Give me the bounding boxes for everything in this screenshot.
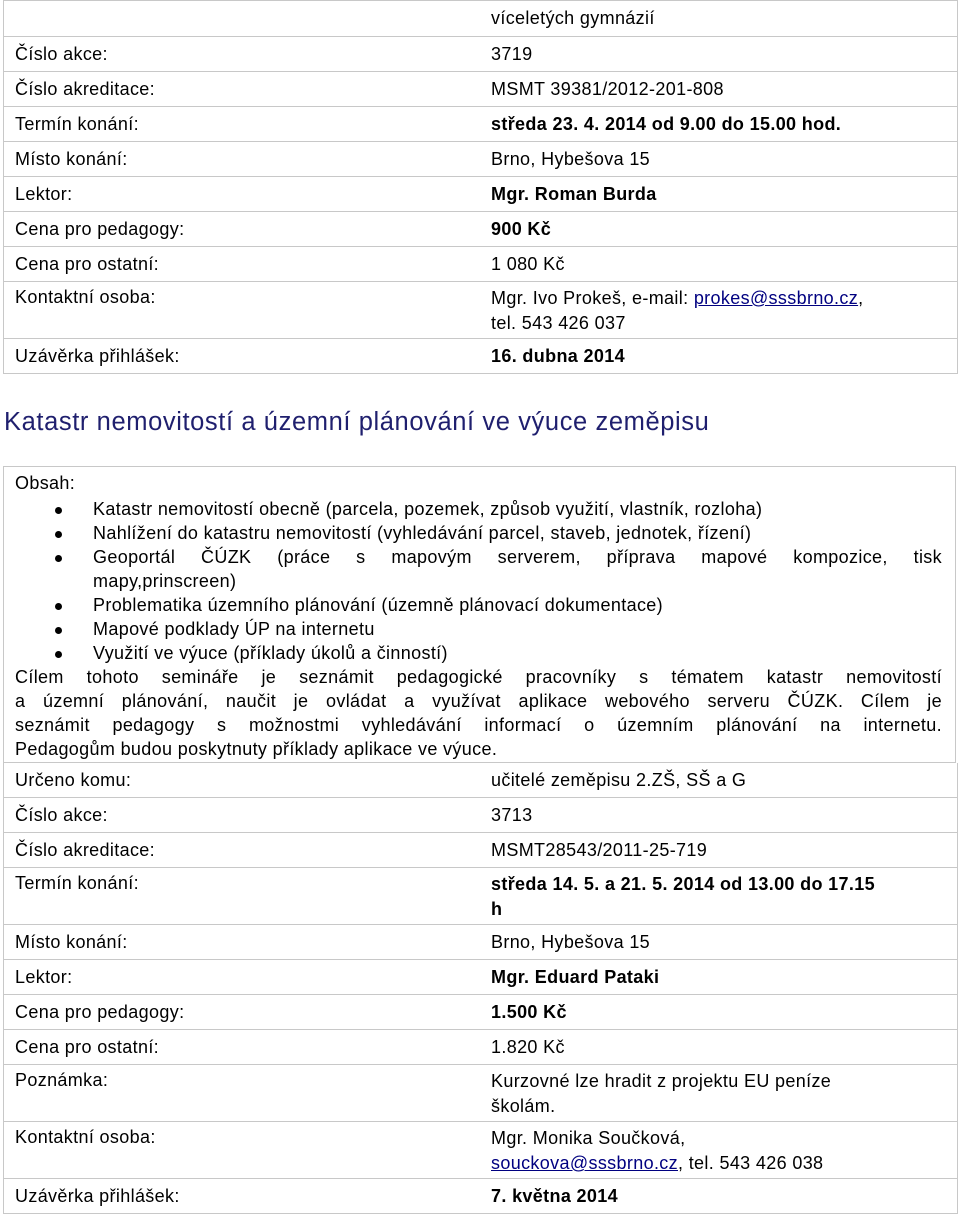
table-row: [4, 1179, 957, 1214]
table-row: [4, 107, 957, 142]
list-item: Katastr nemovitostí obecně (parcela, pozemek, způsob využití, vlastník, rozloha): [15, 497, 942, 521]
contact-line-2: tel. 543 426 037: [491, 313, 626, 333]
contact-value: [479, 1122, 957, 1178]
row-value: Brno, Hybešova 15: [491, 148, 651, 169]
course-table-1: [3, 0, 958, 374]
list-item-line: Geoportál ČÚZK (práce s mapovým serverem, příprava mapové kompozice, tisk: [93, 547, 942, 567]
note-line-1: Kurzovné lze hradit z projektu EU peníze: [491, 1071, 832, 1091]
email-link[interactable]: souckova@sssbrno.cz: [491, 1153, 678, 1173]
row-label: Číslo akce:: [15, 804, 108, 825]
list-item: Nahlížení do katastru nemovitostí (vyhledávání parcel, staveb, jednotek, řízení): [15, 521, 942, 545]
row-value: Mgr. Roman Burda: [491, 183, 657, 204]
list-item-continuation: mapy,prinscreen): [93, 571, 237, 591]
row-label: Termín konání:: [15, 113, 139, 134]
row-value: 16. dubna 2014: [491, 345, 625, 366]
list-item: Využití ve výuce (příklady úkolů a činností): [15, 641, 942, 665]
course-table-2: [3, 763, 958, 1214]
term-value: [479, 868, 957, 924]
paragraph-line: Pedagogům budou poskytnuty příklady aplikace ve výuce.: [15, 739, 498, 759]
table-row: [4, 339, 957, 374]
row-label: Uzávěrka přihlášek:: [15, 345, 180, 366]
table-row: [4, 1, 957, 37]
table-row: [4, 925, 957, 960]
row-label: Číslo akce:: [15, 43, 108, 64]
table-row: [4, 37, 957, 72]
row-label: Místo konání:: [15, 148, 128, 169]
row-label: Uzávěrka přihlášek:: [15, 1185, 180, 1206]
contact-separator: ,: [858, 288, 864, 308]
contact-line-1: Mgr. Monika Součková,: [491, 1128, 686, 1148]
list-item: Mapové podklady ÚP na internetu: [15, 617, 942, 641]
term-line-2: h: [491, 899, 503, 919]
table-row: [4, 1030, 957, 1065]
row-value: 1.820 Kč: [491, 1036, 565, 1057]
contact-line-2: [491, 1151, 823, 1176]
row-label: Číslo akreditace:: [15, 839, 156, 860]
table-row: [4, 1122, 957, 1179]
row-label: Lektor:: [15, 966, 73, 987]
content-heading: Obsah:: [15, 473, 76, 493]
table-row: [4, 798, 957, 833]
table-row: [4, 763, 957, 798]
table-row: [4, 1065, 957, 1122]
row-label: Kontaktní osoba:: [15, 1127, 156, 1147]
row-value: 900 Kč: [491, 218, 552, 239]
note-line-2: školám.: [491, 1096, 556, 1116]
contact-line-1: [491, 286, 863, 311]
row-value: 3713: [491, 804, 533, 825]
course-content: [3, 466, 956, 763]
row-value: středa 23. 4. 2014 od 9.00 do 15.00 hod.: [491, 113, 842, 134]
row-value: MSMT28543/2011-25-719: [491, 839, 708, 860]
table-row: [4, 960, 957, 995]
list-item: [15, 545, 942, 593]
contact-prefix: Mgr. Ivo Prokeš, e-mail:: [491, 288, 694, 308]
row-label: Číslo akreditace:: [15, 78, 156, 99]
table-row: [4, 177, 957, 212]
row-value: 1.500 Kč: [491, 1001, 567, 1022]
table-row: [4, 212, 957, 247]
table-row: [4, 868, 957, 925]
course-title: Katastr nemovitostí a územní plánování ve výuce zeměpisu: [4, 408, 710, 436]
row-label: [4, 1, 479, 36]
list-item: Problematika územního plánování (územně plánovací dokumentace): [15, 593, 942, 617]
email-link[interactable]: prokes@sssbrno.cz: [693, 288, 859, 308]
row-label: Poznámka:: [15, 1070, 109, 1090]
row-label: Cena pro pedagogy:: [15, 1001, 185, 1022]
row-value: Mgr. Eduard Pataki: [491, 966, 660, 987]
note-value: [479, 1065, 957, 1121]
row-value: učitelé zeměpisu 2.ZŠ, SŠ a G: [491, 769, 747, 790]
row-value: víceletých gymnázií: [491, 8, 655, 28]
row-label: Cena pro pedagogy:: [15, 218, 185, 239]
row-label: Lektor:: [15, 183, 73, 204]
table-row: [4, 142, 957, 177]
row-label: Kontaktní osoba:: [15, 287, 156, 307]
paragraph-line: Cílem tohoto semináře je seznámit pedagogické pracovníky s tématem katastr nemovitostí: [15, 667, 942, 687]
paragraph-line: seznámit pedagogy s možnostmi vyhledávání informací o územním plánování na internetu.: [15, 715, 942, 735]
table-row: [4, 995, 957, 1030]
row-label: Termín konání:: [15, 873, 139, 893]
row-value: Brno, Hybešova 15: [491, 931, 651, 952]
table-row: [4, 247, 957, 282]
row-value: MSMT 39381/2012-201-808: [491, 78, 724, 99]
content-list: [15, 497, 942, 665]
term-line-1: středa 14. 5. a 21. 5. 2014 od 13.00 do 17.15: [491, 874, 875, 894]
row-label: Určeno komu:: [15, 769, 132, 790]
row-value: 1 080 Kč: [491, 253, 565, 274]
table-row: [4, 833, 957, 868]
row-value: 3719: [491, 43, 533, 64]
row-label: Místo konání:: [15, 931, 128, 952]
paragraph-line: a územní plánování, naučit je ovládat a využívat aplikace webového serveru ČÚZK. Cílem je: [15, 691, 942, 711]
row-label: Cena pro ostatní:: [15, 253, 160, 274]
table-row: [4, 72, 957, 107]
row-label: Cena pro ostatní:: [15, 1036, 160, 1057]
table-row: [4, 282, 957, 339]
content-paragraph: [15, 665, 942, 761]
contact-value: [479, 282, 957, 338]
contact-phone: , tel. 543 426 038: [678, 1153, 824, 1173]
row-value: 7. května 2014: [491, 1185, 618, 1206]
